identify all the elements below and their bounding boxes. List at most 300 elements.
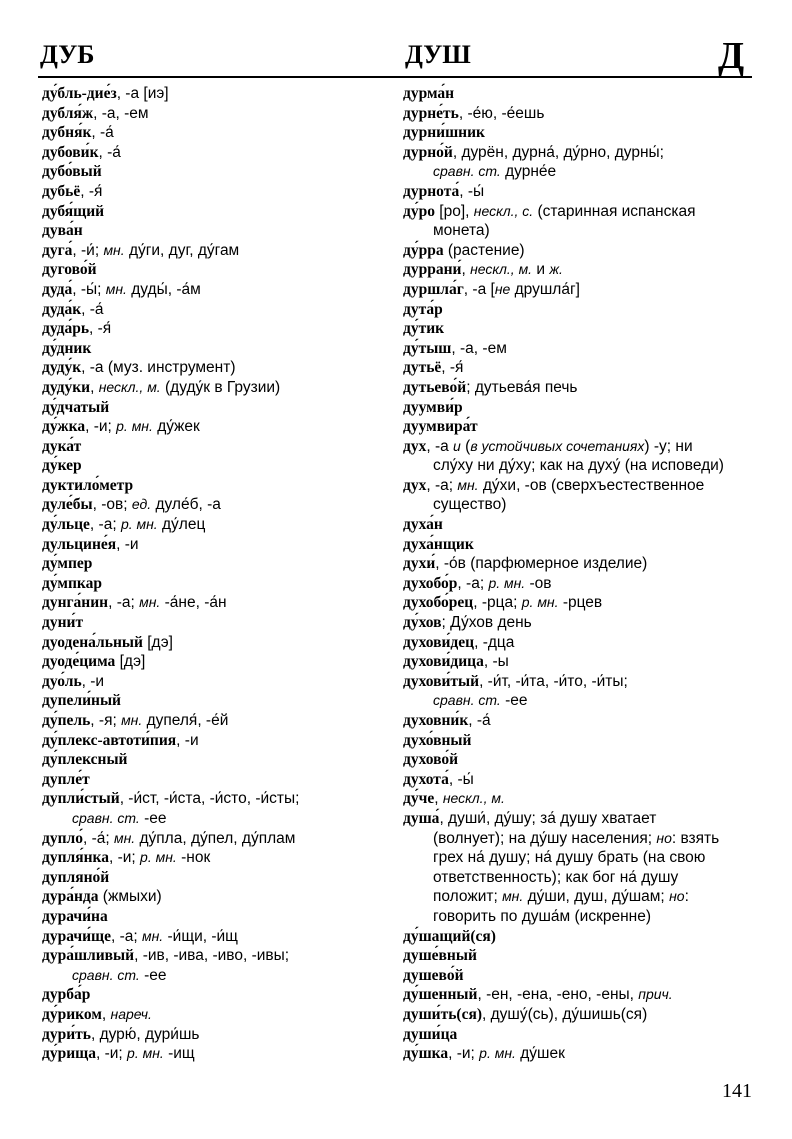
dictionary-line (42, 515, 394, 535)
dictionary-line (403, 84, 755, 104)
entry-text: , -о́в (парфюмерное изделие) (435, 555, 648, 573)
headword: духа́н (403, 516, 443, 534)
dictionary-line (42, 1025, 394, 1045)
grammar-label: мн. (105, 280, 127, 297)
entry-text: , -и; (108, 849, 141, 867)
headword: ду́ро (403, 202, 435, 220)
entry-text: [дэ] (115, 653, 146, 671)
entry-text: (дуду́к в Грузии) (160, 378, 281, 396)
headword: дубови́к (42, 143, 99, 161)
headword: духобо́р (403, 574, 458, 592)
entry-text: , -и (81, 672, 105, 690)
section-letter: Д (718, 35, 745, 77)
entry-text: ; Ду́хов день (441, 614, 532, 632)
headword: ду́бль-дие́з (42, 85, 117, 102)
entry-text: , -ы́ (459, 182, 485, 200)
dictionary-line (403, 339, 755, 359)
entry-text: , -а, -ем (451, 339, 507, 357)
dictionary-line (42, 750, 394, 770)
entry-text: , -а [ (463, 280, 495, 298)
dictionary-line (403, 123, 755, 143)
entry-text: , -ов; (92, 496, 132, 514)
grammar-label: сравн. ст. (433, 163, 501, 180)
headword: дуктило́метр (42, 476, 134, 494)
running-head-center: ДУШ (405, 40, 471, 69)
entry-text: дуле́б, -а (151, 496, 221, 514)
entry-text: , -а́ (91, 124, 114, 142)
headword: ду́рра (403, 241, 444, 259)
entry-text: , дурю́, дури́шь (90, 1025, 200, 1043)
dictionary-line (403, 829, 755, 849)
dictionary-line (42, 1044, 394, 1064)
dictionary-line (403, 515, 755, 535)
headword: духи́ (403, 555, 436, 573)
grammar-label: р. мн. (521, 594, 559, 611)
headword: дука́т (42, 437, 82, 455)
entry-text: (старинная испанская (533, 202, 696, 220)
headword: дугово́й (42, 261, 97, 279)
dictionary-line (42, 868, 394, 888)
dictionary-line (403, 319, 755, 339)
entry-text: [ро], (434, 202, 474, 220)
grammar-label: но (656, 829, 672, 846)
right-column (403, 84, 755, 1064)
dictionary-line (403, 613, 755, 633)
headword: дурнота́ (403, 182, 460, 200)
entry-text: друшла́г] (510, 280, 580, 298)
dictionary-line (403, 162, 755, 182)
headword: ду́тик (403, 320, 445, 338)
dictionary-line (403, 182, 755, 202)
headword: ду́дник (42, 339, 92, 357)
entry-text: , -и́т, -и́та, -и́то, -и́ты; (479, 672, 628, 690)
dictionary-line (403, 260, 755, 280)
headword: ду́шащий(ся) (403, 927, 496, 945)
entry-text: ду́лец (157, 516, 206, 534)
headword: ду́тыш (403, 339, 452, 357)
entry-text: существо) (433, 496, 507, 514)
dictionary-line (42, 1005, 394, 1025)
dictionary-line (42, 358, 394, 378)
entry-text: дуды́, -а́м (126, 280, 201, 298)
dictionary-line (42, 691, 394, 711)
dictionary-line (403, 280, 755, 300)
entry-text: , (461, 261, 471, 279)
dictionary-line (42, 907, 394, 927)
entry-text: , -и; (95, 1045, 128, 1063)
dictionary-line (42, 339, 394, 359)
entry-text: , (434, 790, 443, 808)
dictionary-line (403, 966, 755, 986)
headword: духови́дица (403, 653, 484, 671)
grammar-label: р. мн. (116, 418, 153, 435)
headword: дубо́вый (42, 163, 102, 181)
headword: ду́шка (403, 1045, 449, 1063)
entry-text: -и́щи, -и́щ (163, 927, 238, 945)
entry-text: , (90, 378, 99, 396)
entry-text: , -а́; (82, 829, 114, 847)
headword: дупляно́й (42, 868, 110, 886)
entry-text: , дурён, дурна́, ду́рно, дурны́; (452, 143, 664, 161)
entry-text: , -и (176, 731, 199, 749)
dictionary-line (42, 437, 394, 457)
entry-text: слу́ху ни ду́ху; как на духу́ (на исповеди) (433, 457, 724, 475)
dictionary-line (42, 633, 394, 653)
grammar-label: сравн. ст. (433, 692, 501, 709)
headword: дуодена́льный (42, 633, 143, 651)
entry-text: , -ы (483, 653, 509, 671)
grammar-label: прич. (638, 986, 673, 1003)
entry-text: , -а; (108, 594, 140, 612)
dictionary-line (403, 946, 755, 966)
entry-text: (жмыхи) (98, 888, 162, 906)
entry-text: , -ы́ (448, 770, 474, 788)
dictionary-line (42, 887, 394, 907)
entry-text: , -а; (426, 476, 458, 494)
dictionary-line (403, 593, 755, 613)
dictionary-line (403, 437, 755, 457)
dictionary-line (403, 789, 755, 809)
dictionary-line (42, 143, 394, 163)
entry-text: , -и (116, 535, 139, 553)
headword: дубьё (42, 182, 81, 200)
page-number: 141 (722, 1080, 752, 1102)
entry-text: дурне́е (500, 163, 557, 181)
entry-text: ду́ги, дуг, ду́гам (124, 241, 240, 259)
dictionary-line (42, 535, 394, 555)
headword: ду́жка (42, 418, 86, 436)
dictionary-line (403, 770, 755, 790)
entry-text: грех на́ душу; на́ душу брать (на свою (433, 849, 706, 867)
dictionary-line (42, 829, 394, 849)
grammar-label: р. мн. (488, 574, 526, 591)
grammar-label: сравн. ст. (72, 809, 140, 826)
dictionary-line (403, 143, 755, 163)
headword: дух (403, 437, 427, 455)
entry-text: (волнует); на ду́шу населения; (433, 829, 657, 847)
dictionary-line (403, 809, 755, 829)
entry-text: , -а; (89, 516, 121, 534)
headword: ду́льце (42, 516, 90, 534)
entry-text: , (101, 1005, 111, 1023)
dictionary-line (403, 652, 755, 672)
headword: души́ца (403, 1025, 458, 1043)
entry-text: ду́хи, -ов (сверхъестественное (478, 476, 705, 494)
headword: дупло́ (42, 829, 83, 847)
entry-text: , -е́ю, -е́ешь (458, 104, 545, 122)
grammar-label: в устойчивых сочетаниях (470, 437, 645, 454)
headword: дупели́ный (42, 692, 121, 710)
headword: духобо́рец (403, 594, 474, 612)
headword: дуда́к (42, 300, 82, 318)
headword: дура́нда (42, 888, 99, 906)
grammar-label: р. мн. (127, 1045, 164, 1062)
dictionary-line (42, 280, 394, 300)
headword: душа́ (403, 809, 440, 827)
headword: ду́кер (42, 457, 82, 475)
dictionary-line (42, 652, 394, 672)
grammar-label: р. мн. (140, 849, 177, 866)
dictionary-line (403, 300, 755, 320)
headword: ду́хов (403, 614, 442, 632)
entry-text: [дэ] (142, 633, 173, 651)
dictionary-line (403, 1005, 755, 1025)
grammar-label: сравн. ст. (72, 966, 140, 983)
dictionary-line (403, 633, 755, 653)
entry-text: -ее (500, 692, 528, 710)
headword: дури́ть (42, 1025, 91, 1043)
entry-text: -ее (139, 809, 167, 827)
headword: дуршла́г (403, 280, 464, 298)
grammar-label: мн. (113, 829, 136, 846)
headword: духово́й (403, 751, 459, 769)
grammar-label: не (494, 280, 511, 297)
entry-text: , -ив, -ива, -иво, -ивы; (134, 947, 290, 965)
left-column (42, 84, 394, 1064)
entry-text: , -ы́; (72, 280, 106, 298)
dictionary-line (403, 868, 755, 888)
grammar-label: мн. (502, 888, 524, 905)
running-head-left: ДУБ (40, 40, 95, 69)
grammar-label: р. мн. (479, 1045, 516, 1062)
dictionary-line (42, 202, 394, 222)
headword: дуумви́р (403, 398, 463, 416)
dictionary-line (403, 378, 755, 398)
dictionary-line (42, 182, 394, 202)
headword: духота́ (403, 770, 449, 788)
dictionary-line (42, 221, 394, 241)
dictionary-line (42, 398, 394, 418)
headword: дутьево́й (403, 378, 467, 396)
dictionary-line (42, 613, 394, 633)
dictionary-line (403, 1025, 755, 1045)
entry-text: ду́пла, ду́пел, ду́плам (135, 829, 296, 847)
headword: дуумвира́т (403, 418, 478, 436)
headword: ду́пель (42, 712, 91, 729)
entry-text: дупеля́, -е́й (142, 712, 229, 729)
entry-text: -нок (176, 849, 211, 867)
dictionary-line (403, 241, 755, 261)
headword: дуррани́ (403, 261, 462, 279)
header-rule (38, 76, 752, 78)
headword: дупли́стый (42, 790, 120, 808)
dictionary-line (42, 495, 394, 515)
grammar-label: мн. (121, 712, 143, 728)
headword: дута́р (403, 300, 443, 318)
headword: дурма́н (403, 85, 455, 102)
headword: ду́дчатый (42, 398, 110, 416)
dictionary-line (42, 711, 394, 731)
dictionary-line (42, 809, 394, 829)
grammar-label: нареч. (110, 1005, 152, 1022)
headword: дунга́нин (42, 594, 109, 612)
dictionary-line (42, 123, 394, 143)
headword: дуга́ (42, 241, 73, 259)
grammar-label: мн. (142, 927, 164, 944)
headword: души́ть(ся) (403, 1005, 483, 1023)
dictionary-line (403, 574, 755, 594)
dictionary-line (42, 104, 394, 124)
dictionary-line (42, 848, 394, 868)
dictionary-line (42, 789, 394, 809)
entry-text: ; дутьева́я печь (466, 378, 578, 396)
dictionary-line (42, 672, 394, 692)
entry-text: , души́, ду́шу; за́ душу хватает (439, 809, 657, 827)
dictionary-line (403, 535, 755, 555)
headword: дубня́к (42, 124, 92, 142)
dictionary-line (42, 162, 394, 182)
headword: ду́плекс-автоти́пия (42, 731, 177, 749)
headword: дурба́р (42, 986, 91, 1004)
entry-text: -а́не, -а́н (160, 594, 227, 612)
entry-text: говорить по душа́м (искренне) (433, 907, 651, 925)
dictionary-line (42, 985, 394, 1005)
headword: дуоде́цима (42, 653, 116, 671)
entry-text: , -а́ (98, 143, 121, 161)
grammar-label: ед. (131, 496, 152, 513)
dictionary-line (403, 202, 755, 222)
dictionary-line (403, 848, 755, 868)
entry-text: , -рца; (473, 594, 522, 612)
entry-text: , -а, -ем (93, 104, 149, 122)
grammar-label: но (669, 888, 685, 905)
grammar-label: нескл., м. (442, 790, 505, 807)
dictionary-line (42, 966, 394, 986)
dictionary-line (403, 104, 755, 124)
headword: дурачи́на (42, 907, 108, 925)
entry-text: , -я; (90, 712, 122, 729)
dictionary-line (403, 711, 755, 731)
dictionary-line (403, 985, 755, 1005)
headword: дуду́к (42, 359, 82, 377)
entry-text: , -а [иэ] (116, 85, 169, 102)
headword: ду́шенный (403, 986, 478, 1004)
dictionary-line (42, 770, 394, 790)
headword: ду́риком (42, 1005, 102, 1023)
entry-text: : взять (671, 829, 720, 847)
entry-text: , -а; (457, 574, 489, 592)
dictionary-line (42, 241, 394, 261)
entry-text: , -я́ (89, 320, 112, 338)
dictionary-line (42, 927, 394, 947)
entry-text: -ее (139, 966, 167, 984)
headword: духови́дец (403, 633, 475, 651)
headword: дуда́рь (42, 320, 90, 338)
dictionary-line (42, 946, 394, 966)
dictionary-line (403, 398, 755, 418)
headword: дуни́т (42, 614, 84, 632)
headword: дуда́ (42, 280, 73, 298)
entry-text: ( (460, 437, 471, 455)
headword: душево́й (403, 966, 464, 984)
headword: дурне́ть (403, 104, 459, 122)
dictionary-line (403, 672, 755, 692)
dictionary-line (42, 476, 394, 496)
entry-text: , -а (426, 437, 454, 455)
entry-text: , -и́; (72, 241, 104, 259)
entry-text: , -а́ (468, 712, 491, 729)
entry-text: , -ен, -ена, -ено, -ены, (477, 986, 639, 1004)
dictionary-line (403, 476, 755, 496)
entry-text: , душу́(сь), ду́шишь(ся) (482, 1005, 648, 1023)
headword: ду́рища (42, 1045, 96, 1063)
entry-text: ) -у; ни (644, 437, 693, 455)
dictionary-line (403, 927, 755, 947)
grammar-label: мн. (457, 476, 479, 493)
dictionary-line (403, 358, 755, 378)
entry-text: , -и; (448, 1045, 480, 1063)
entry-text: , -а (муз. инструмент) (81, 359, 236, 377)
headword: дубля́ж (42, 104, 94, 122)
headword: дура́шливый (42, 947, 135, 965)
dictionary-line (403, 495, 755, 515)
entry-text: : (684, 888, 689, 906)
entry-text: , -я́ (80, 182, 103, 200)
entry-text: -ов (525, 574, 552, 592)
headword: дух (403, 476, 427, 494)
dictionary-line (42, 456, 394, 476)
dictionary-line (42, 319, 394, 339)
dictionary-line (403, 221, 755, 241)
entry-text: ду́шек (515, 1045, 565, 1063)
headword: ду́че (403, 790, 435, 808)
headword: дуле́бы (42, 496, 93, 514)
entry-text: , -а́ (81, 300, 104, 318)
dictionary-line (42, 260, 394, 280)
dictionary-line (42, 554, 394, 574)
entry-text: -ищ (163, 1045, 195, 1063)
entry-text: , -дца (474, 633, 515, 651)
dictionary-line (403, 750, 755, 770)
dictionary-line (403, 907, 755, 927)
dictionary-line (403, 731, 755, 751)
headword: ду́мпер (42, 555, 93, 573)
grammar-label: мн. (139, 594, 161, 611)
entry-text: , -и́ст, -и́ста, -и́сто, -и́сты; (119, 790, 300, 808)
dictionary-line (403, 417, 755, 437)
entry-text: (растение) (443, 241, 525, 259)
dictionary-line (42, 731, 394, 751)
entry-text: и (532, 261, 550, 279)
headword: ду́плексный (42, 751, 128, 769)
grammar-label: и (453, 437, 461, 454)
headword: духови́тый (403, 672, 480, 690)
headword: духовни́к (403, 712, 469, 729)
entry-text: , -я́ (441, 359, 464, 377)
headword: дурно́й (403, 143, 453, 161)
headword: дутьё (403, 359, 442, 377)
dictionary-line (42, 378, 394, 398)
entry-text: , -а; (110, 927, 142, 945)
entry-text: ду́ши, душ, ду́шам; (523, 888, 670, 906)
grammar-label: ж. (549, 261, 563, 278)
headword: душе́вный (403, 947, 477, 965)
grammar-label: нескл., с. (473, 202, 534, 219)
headword: дупля́нка (42, 849, 109, 867)
entry-text: положит; (433, 888, 503, 906)
headword: дупле́т (42, 770, 90, 788)
dictionary-line (42, 84, 394, 104)
headword: дубя́щий (42, 202, 105, 220)
entry-text: -рцев (558, 594, 603, 612)
entry-text: ответственность); как бог на́ душу (433, 868, 679, 886)
headword: духа́нщик (403, 535, 474, 553)
grammar-label: нескл., м. (98, 378, 161, 395)
entry-text: , -и; (85, 418, 117, 436)
dictionary-line (42, 300, 394, 320)
dictionary-line (42, 574, 394, 594)
headword: духо́вный (403, 731, 472, 749)
